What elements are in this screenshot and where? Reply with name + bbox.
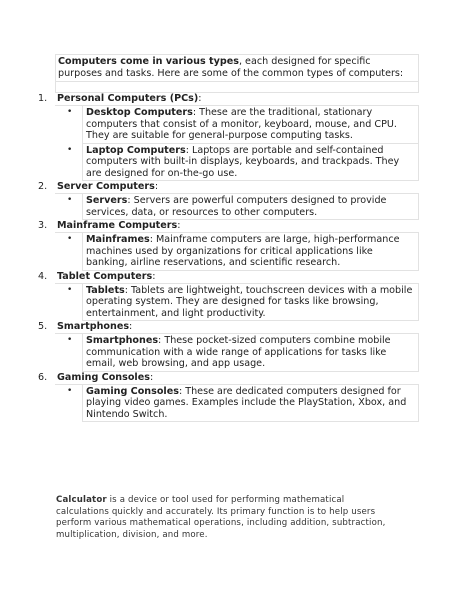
sub-text: : These pocket-sized computers combine mobile communication with a wide range of applications for tasks like email, web browsing, and app usage. [86,335,391,369]
document-body [38,54,421,422]
sub-text: : Mainframe computers are large, high-performance machines used by organizations for critical applications like banking, airline reservations, and scientific research. [86,234,400,268]
sub-text: : Servers are powerful computers designed to provide services, data, or resources to other computers. [86,195,387,218]
list-number: 6. [38,371,48,383]
type-name: Tablet Computers [57,270,153,282]
sub-item-servers [67,194,419,220]
bullet-icon: • [67,144,73,155]
type-heading [38,220,419,233]
type-item-tablet [38,271,421,322]
type-item-smartphone [38,321,421,372]
sub-text: : These are the traditional, stationary computers that consist of a monitor, keyboard, mouse, and CPU. They are suitable for general-purpose computing tasks. [86,107,397,141]
sub-list [38,233,421,271]
bullet-icon: • [67,107,73,117]
list-number: 1. [38,93,48,104]
sub-list [38,385,421,423]
sub-item-smartphones [67,334,419,372]
type-colon: : [152,270,156,282]
sub-term: Desktop Computers [86,107,193,118]
bullet-icon: • [67,195,73,205]
type-name: Server Computers [57,181,155,192]
sub-list [38,194,421,220]
sub-text: : Tablets are lightweight, touchscreen devices with a mobile operating system. They are designed for tasks like browsing, entertainment, and light productivity. [86,284,413,319]
list-number: 3. [38,220,48,231]
intro-bold: Computers come in various types [58,56,239,67]
sub-item-mainframes [67,233,419,271]
type-heading [38,270,419,284]
calculator-term: Calculator [56,495,107,505]
type-colon: : [129,321,133,332]
type-heading [38,93,419,106]
intro-text: , each designed for specific purposes and tasks. Here are some of the common types of computers: [58,56,404,79]
sub-term: Laptop Computers [86,144,186,156]
sub-text: : These are dedicated computers designed for playing video games. Examples include the PlayStation, Xbox, and Nintendo Switch. [86,385,407,420]
list-number: 5. [38,321,48,332]
type-heading [38,321,419,334]
sub-list [38,106,421,181]
type-item-gaming [38,372,421,423]
type-item-server [38,181,421,220]
sub-item-laptop [67,144,419,182]
sub-list [38,284,421,322]
type-colon: : [198,93,202,104]
sub-item-desktop [67,106,419,144]
type-name: Gaming Consoles [57,371,150,383]
computer-types-list [38,93,421,422]
empty-row [55,82,419,93]
list-number: 2. [38,181,48,192]
bullet-icon: • [67,335,73,345]
sub-term: Mainframes [86,234,150,245]
type-colon: : [154,181,159,192]
type-name: Smartphones [57,321,130,332]
intro-paragraph [55,54,419,82]
calculator-paragraph [56,495,396,541]
sub-text: : Laptops are portable and self-contained computers with built-in displays, keyboards, and trackpads. They are designed for on-the-go use. [86,144,400,179]
type-name: Mainframe Computers [57,220,178,231]
sub-term: Smartphones [86,335,159,346]
type-colon: : [149,371,154,383]
type-heading [38,371,419,385]
type-heading [38,181,419,194]
sub-item-gaming-consoles [67,385,419,423]
type-item-pc [38,93,421,181]
type-item-mainframe [38,220,421,271]
sub-term: Tablets [86,284,125,296]
type-colon: : [177,220,181,231]
sub-term: Servers [86,195,128,206]
bullet-icon: • [67,385,73,396]
calculator-text: is a device or tool used for performing mathematical calculations quickly and accurately. Its primary function is to help users perform various mathematical operations, including addition, subtraction, multiplication, division, and more. [56,495,386,540]
type-name: Personal Computers (PCs) [57,93,199,104]
sub-item-tablets [67,284,419,322]
bullet-icon: • [67,284,73,295]
sub-term: Gaming Consoles [86,385,179,397]
list-number: 4. [38,270,48,282]
sub-list [38,334,421,372]
bullet-icon: • [67,234,73,244]
